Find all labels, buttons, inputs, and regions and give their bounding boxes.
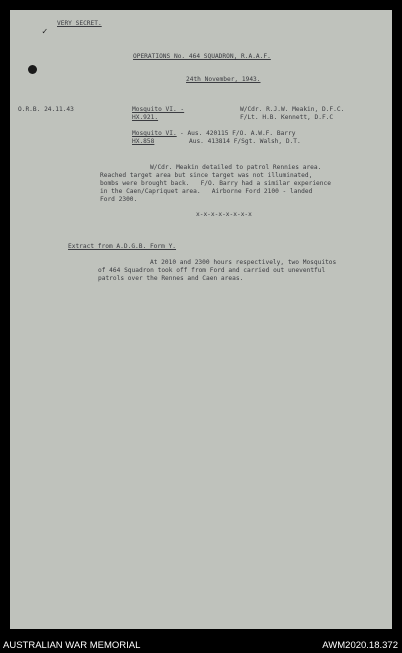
narrative-line: W/Cdr. Meakin detailed to patrol Rennies area. [150, 164, 322, 171]
aircraft-1-type: Mosquito VI. - [132, 106, 185, 113]
archive-footer [0, 638, 402, 653]
footer-accession-number: AWM2020.18.372 [322, 640, 398, 651]
aircraft-2-crew-pilot: - Aus. 420115 F/O. A.W.F. Barry [180, 130, 296, 137]
document-date: 24th November, 1943. [186, 76, 261, 83]
footer-institution: AUSTRALIAN WAR MEMORIAL [3, 640, 141, 651]
extract-line: At 2010 and 2300 hours respectively, two Mosquitos [150, 259, 337, 266]
extract-line: of 464 Squadron took off from Ford and carried out uneventful [98, 267, 326, 274]
aircraft-1-crew-pilot: W/Cdr. R.J.W. Meakin, D.F.C. [240, 106, 345, 113]
aircraft-1-crew-navigator: F/Lt. H.B. Kennett, D.F.C [240, 114, 334, 121]
narrative-line: bombs were brought back. F/O. Barry had a similar experience [100, 180, 331, 187]
punch-hole [28, 65, 37, 74]
extract-line: patrols over the Rennes and Caen areas. [98, 275, 244, 282]
aircraft-1-serial: HX.921. [132, 114, 159, 121]
aircraft-2-crew-navigator: Aus. 413814 F/Sgt. Walsh, D.T. [189, 138, 301, 145]
narrative-line: Reached target area but since target was not illuminated, [100, 172, 313, 179]
classification-label: VERY SECRET. [57, 20, 102, 27]
orb-reference: O.R.B. 24.11.43 [18, 106, 74, 113]
aircraft-2-type: Mosquito VI. [132, 130, 177, 137]
handwritten-tick-mark: ✓ [42, 27, 48, 37]
document-title: OPERATIONS No. 464 SQUADRON, R.A.A.F. [133, 53, 271, 60]
section-separator: x-x-x-x-x-x-x-x [196, 211, 252, 218]
extract-heading: Extract from A.D.G.B. Form Y. [68, 243, 177, 250]
narrative-line: in the Caen/Capriquet area. Airborne Ford 2100 - landed [100, 188, 313, 195]
document-page [10, 10, 392, 629]
aircraft-2-serial: HX.858 [132, 138, 155, 145]
narrative-line: Ford 2300. [100, 196, 138, 203]
